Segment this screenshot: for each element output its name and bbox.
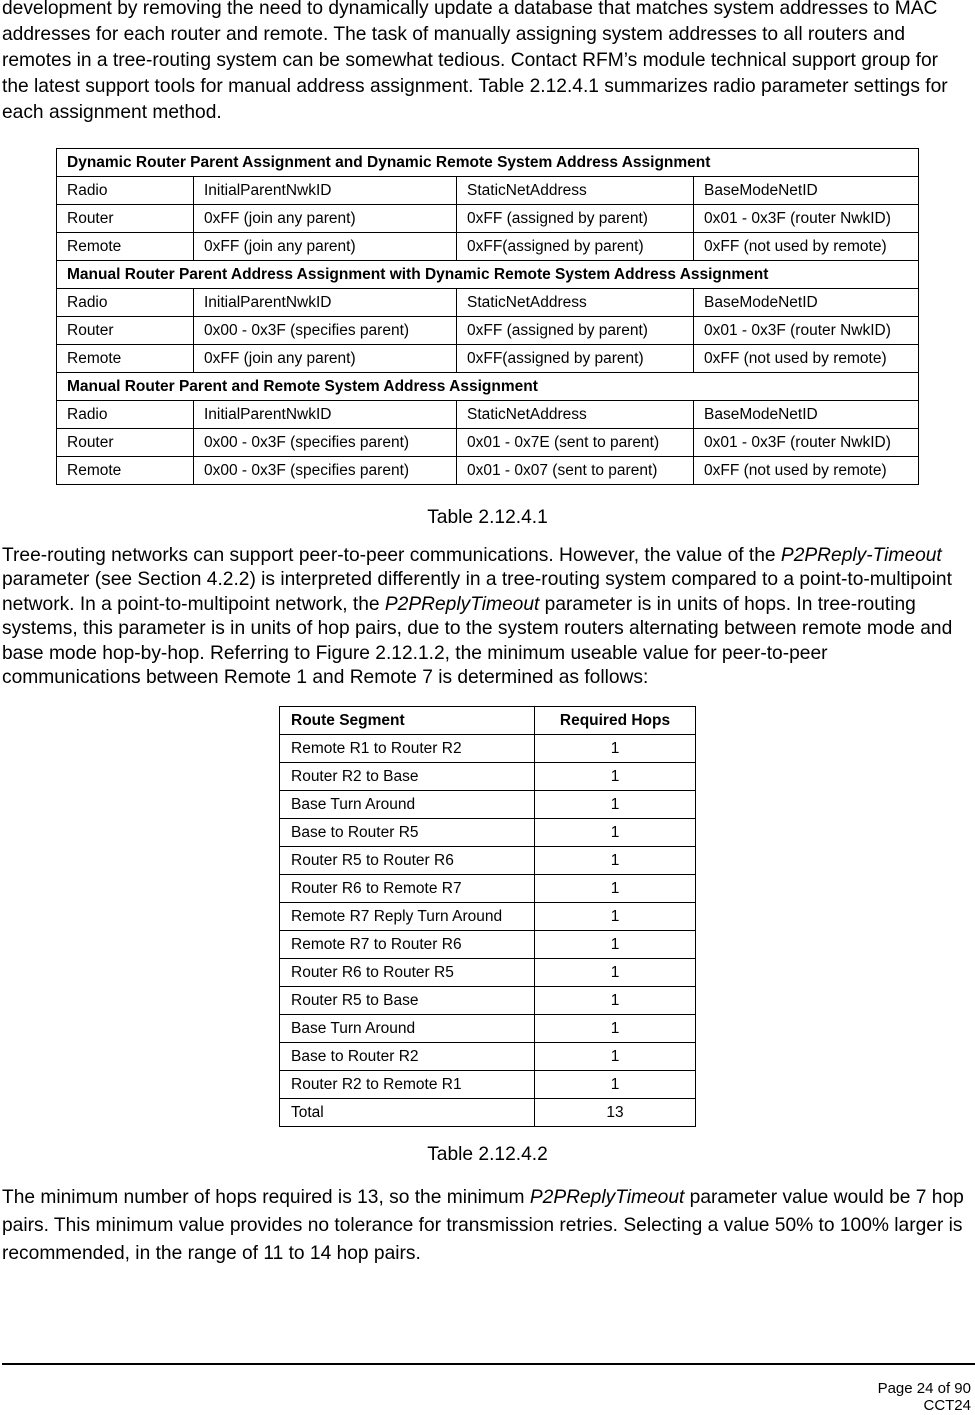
route-segment-cell: Base Turn Around (280, 1015, 535, 1043)
required-hops-cell: 1 (535, 875, 696, 903)
table-cell: Remote (57, 233, 194, 261)
table-section-row (57, 373, 919, 401)
required-hops-cell: 1 (535, 959, 696, 987)
table-row (280, 987, 696, 1015)
section-title: Manual Router Parent and Remote System Address Assignment (57, 373, 919, 401)
hop-count-table (279, 706, 696, 1127)
route-segment-cell: Base to Router R5 (280, 819, 535, 847)
paragraph3-text-2: parameter value would be 7 hop pairs. This minimum value provides no tolerance for transmission retries. Selecting a value 50% to 100% larger is recommended, in the range of 11 to 14 hop pairs. (2, 1187, 964, 1264)
table-cell: 0xFF (not used by remote) (694, 457, 919, 485)
table-cell: 0xFF (not used by remote) (694, 345, 919, 373)
table-row (280, 735, 696, 763)
required-hops-cell: 1 (535, 931, 696, 959)
route-segment-cell: Base Turn Around (280, 791, 535, 819)
table1-caption: Table 2.12.4.1 (427, 507, 548, 528)
required-hops-cell: 1 (535, 847, 696, 875)
table-row (57, 429, 919, 457)
table-header-row (57, 289, 919, 317)
table-section-row (57, 261, 919, 289)
address-assignment-table (56, 148, 919, 485)
route-segment-cell: Total (280, 1099, 535, 1127)
table-header-row (280, 707, 696, 735)
required-hops-cell: 1 (535, 1043, 696, 1071)
intro-paragraph: development by removing the need to dynamically update a database that matches system addresses to MAC addresses for each router and remote. The task of manually assigning system addresses to all routers and remotes in a tree-routing system can be somewhat tedious. Contact RFM’s module technical support group for the latest support tools for manual address assignment. Table 2.12.4.1 summarizes radio parameter settings for each assignment method. (2, 0, 948, 123)
table-cell: 0x00 - 0x3F (specifies parent) (194, 317, 457, 345)
required-hops-cell: 1 (535, 735, 696, 763)
table-cell: 0x01 - 0x3F (router NwkID) (694, 429, 919, 457)
column-header: BaseModeNetID (694, 401, 919, 429)
page-number: Page 24 of 90 (877, 1380, 971, 1397)
table-cell: 0xFF (join any parent) (194, 233, 457, 261)
paragraph-conclusion (2, 1184, 970, 1268)
table-row (280, 959, 696, 987)
route-segment-cell: Router R2 to Remote R1 (280, 1071, 535, 1099)
table-row (280, 1071, 696, 1099)
route-segment-cell: Remote R1 to Router R2 (280, 735, 535, 763)
paragraph2-param-2: P2PReplyTimeout (384, 593, 540, 615)
table-row (280, 819, 696, 847)
table-cell: 0xFF(assigned by parent) (457, 345, 694, 373)
required-hops-cell: 1 (535, 791, 696, 819)
route-segment-cell: Router R2 to Base (280, 763, 535, 791)
table-cell: Remote (57, 457, 194, 485)
document-id: CCT24 (923, 1397, 971, 1414)
route-segment-cell: Base to Router R2 (280, 1043, 535, 1071)
column-header: StaticNetAddress (457, 401, 694, 429)
route-segment-cell: Router R5 to Router R6 (280, 847, 535, 875)
table-cell: 0x00 - 0x3F (specifies parent) (194, 429, 457, 457)
table-row (280, 763, 696, 791)
table-row (280, 1015, 696, 1043)
column-header: StaticNetAddress (457, 177, 694, 205)
table-cell: 0x01 - 0x07 (sent to parent) (457, 457, 694, 485)
table-row (57, 317, 919, 345)
required-hops-cell: 13 (535, 1099, 696, 1127)
required-hops-cell: 1 (535, 903, 696, 931)
table-cell: Router (57, 317, 194, 345)
table-row (57, 457, 919, 485)
address-assignment-table-body (57, 149, 919, 485)
table-cell: 0x01 - 0x3F (router NwkID) (694, 317, 919, 345)
route-segment-cell: Remote R7 to Router R6 (280, 931, 535, 959)
table-cell: 0xFF (join any parent) (194, 205, 457, 233)
column-header: Radio (57, 177, 194, 205)
table-cell: Router (57, 429, 194, 457)
table-cell: 0xFF (assigned by parent) (457, 205, 694, 233)
paragraph3-param: P2PReplyTimeout (529, 1187, 685, 1208)
paragraph2-text-2: parameter (see Section 4.2.2) is interpreted differently in a tree-routing system compared to a point-to-multipoint network. In a point-to-multipoint network, the (2, 569, 952, 615)
hop-count-table-body (280, 735, 696, 1127)
required-hops-cell: 1 (535, 819, 696, 847)
table-cell: 0xFF(assigned by parent) (457, 233, 694, 261)
table-header-row (57, 177, 919, 205)
footer-divider (2, 1363, 975, 1365)
route-segment-cell: Router R6 to Remote R7 (280, 875, 535, 903)
table-row (57, 205, 919, 233)
table-row (280, 847, 696, 875)
column-header: StaticNetAddress (457, 289, 694, 317)
column-header: InitialParentNwkID (194, 177, 457, 205)
column-header-route-segment: Route Segment (280, 707, 535, 735)
table-header-row (57, 401, 919, 429)
table-section-row (57, 149, 919, 177)
table-row (280, 1043, 696, 1071)
required-hops-cell: 1 (535, 1015, 696, 1043)
column-header: Radio (57, 401, 194, 429)
table2-caption: Table 2.12.4.2 (427, 1144, 548, 1165)
section-title: Manual Router Parent Address Assignment with Dynamic Remote System Address Assignment (57, 261, 919, 289)
table-cell: 0x01 - 0x3F (router NwkID) (694, 205, 919, 233)
table-cell: Remote (57, 345, 194, 373)
paragraph2-text-3: parameter is in units of hops. In tree-routing systems, this parameter is in units of hop pairs, due to the system routers alternating between remote mode and base mode hop-by-hop. Referring to Figure 2.12.1.2, the minimum useable value for peer-to-peer communications between Remote 1 and Remote 7 is determined as follows: (2, 593, 953, 689)
route-segment-cell: Remote R7 Reply Turn Around (280, 903, 535, 931)
table-row (57, 345, 919, 373)
column-header: BaseModeNetID (694, 177, 919, 205)
paragraph3-text-1: The minimum number of hops required is 13, so the minimum (2, 1187, 530, 1208)
column-header: InitialParentNwkID (194, 289, 457, 317)
column-header: BaseModeNetID (694, 289, 919, 317)
table-cell: 0xFF (join any parent) (194, 345, 457, 373)
required-hops-cell: 1 (535, 1071, 696, 1099)
total-row (280, 1099, 696, 1127)
route-segment-cell: Router R5 to Base (280, 987, 535, 1015)
route-segment-cell: Router R6 to Router R5 (280, 959, 535, 987)
table-cell: 0xFF (not used by remote) (694, 233, 919, 261)
paragraph2-text-1: Tree-routing networks can support peer-to-peer communications. However, the value of the (2, 545, 781, 566)
table-cell: 0x00 - 0x3F (specifies parent) (194, 457, 457, 485)
table-row (280, 875, 696, 903)
table-row (280, 791, 696, 819)
required-hops-cell: 1 (535, 763, 696, 791)
table-row (280, 931, 696, 959)
table-cell: 0xFF (assigned by parent) (457, 317, 694, 345)
column-header: Radio (57, 289, 194, 317)
paragraph2-param-1: P2PReply-Timeout (780, 545, 942, 566)
required-hops-cell: 1 (535, 987, 696, 1015)
table-row (57, 233, 919, 261)
column-header: InitialParentNwkID (194, 401, 457, 429)
table-cell: 0x01 - 0x7E (sent to parent) (457, 429, 694, 457)
paragraph-peer-to-peer (2, 544, 970, 690)
table-cell: Router (57, 205, 194, 233)
column-header-required-hops: Required Hops (535, 707, 696, 735)
table-row (280, 903, 696, 931)
section-title: Dynamic Router Parent Assignment and Dynamic Remote System Address Assignment (57, 149, 919, 177)
